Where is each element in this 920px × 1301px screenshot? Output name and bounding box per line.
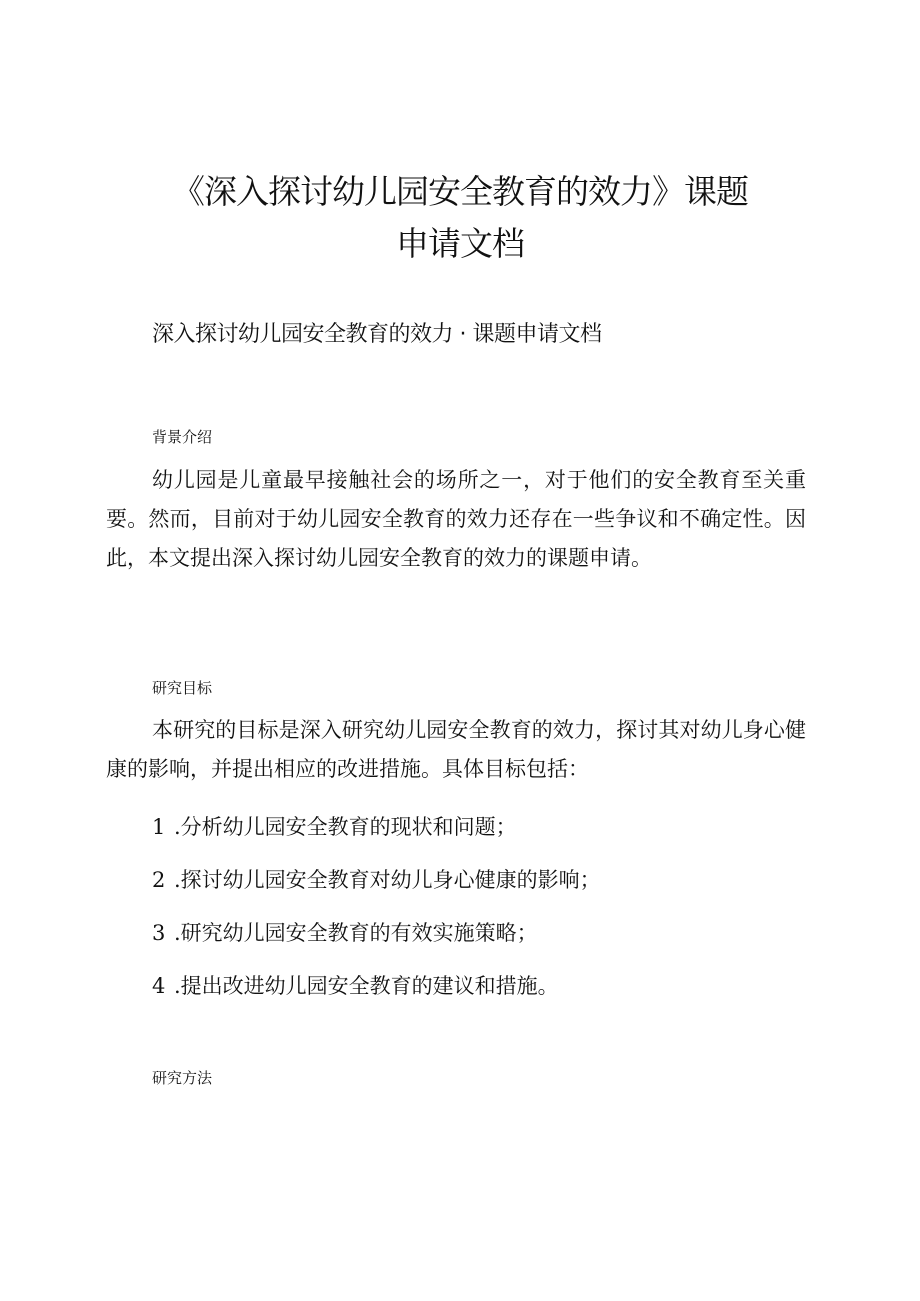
list-item-text: .分析幼儿园安全教育的现状和问题； — [174, 815, 517, 839]
list-item-text: .提出改进幼儿园安全教育的建议和措施。 — [174, 974, 559, 998]
background-paragraph: 幼儿园是儿童最早接触社会的场所之一，对于他们的安全教育至关重要。然而，目前对于幼儿园安全教育的效力还存在一些争议和不确定性。因此，本文提出深入探讨幼儿园安全教育的效力的课题申请。 — [106, 468, 806, 570]
section-heading-objectives: 研究目标 — [152, 679, 213, 697]
title-line-2: 申请文档 — [396, 224, 524, 263]
list-item-number: 2 — [152, 868, 166, 892]
list-item — [152, 807, 601, 860]
objectives-paragraph: 本研究的目标是深入研究幼儿园安全教育的效力，探讨其对幼儿身心健康的影响，并提出相应的改进措施。具体目标包括： — [106, 718, 806, 781]
document-subtitle: 深入探讨幼儿园安全教育的效力 · 课题申请文档 — [152, 322, 602, 347]
section-heading-methods: 研究方法 — [152, 1069, 213, 1087]
objectives-list — [152, 807, 601, 1019]
list-item-text: .探讨幼儿园安全教育对幼儿身心健康的影响； — [174, 868, 601, 892]
document-title — [100, 166, 820, 270]
list-item-number: 3 — [152, 921, 166, 945]
section-heading-background: 背景介绍 — [152, 428, 213, 446]
list-item — [152, 913, 601, 966]
list-item-number: 4 — [152, 974, 166, 998]
list-item — [152, 966, 601, 1019]
list-item-text: .研究幼儿园安全教育的有效实施策略； — [174, 921, 538, 945]
list-item — [152, 860, 601, 913]
list-item-number: 1 — [152, 815, 166, 839]
title-line-1: 《深入探讨幼儿园安全教育的效力》课题 — [172, 172, 748, 211]
